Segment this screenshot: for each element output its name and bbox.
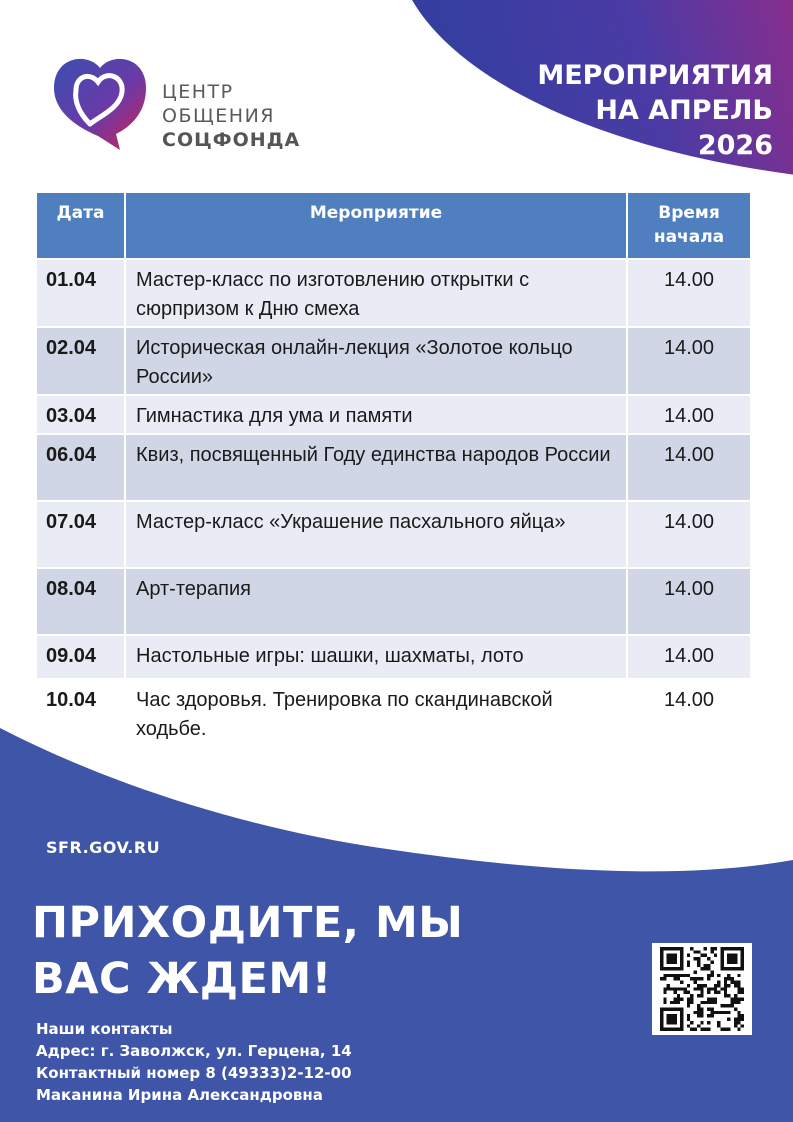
row-event: Историческая онлайн-лекция «Золотое кольцо России» — [125, 327, 627, 395]
header-date: Дата — [37, 193, 125, 259]
row-date: 10.04 — [37, 679, 125, 745]
table-row — [37, 259, 750, 327]
row-date: 07.04 — [37, 501, 125, 568]
row-event: Настольные игры: шашки, шахматы, лото — [125, 635, 627, 679]
call-to-action — [32, 895, 463, 1007]
logo-wordmark — [162, 80, 300, 152]
contacts-person: Маканина Ирина Александровна — [36, 1086, 323, 1104]
table-row — [37, 501, 750, 568]
row-date: 08.04 — [37, 568, 125, 635]
row-time: 14.00 — [627, 395, 750, 434]
table-row — [37, 679, 750, 745]
table-row — [37, 327, 750, 395]
table-row — [37, 395, 750, 434]
header-event: Мероприятие — [125, 193, 627, 259]
row-event: Час здоровья. Тренировка по скандинавской ходьбе. — [125, 679, 627, 745]
row-date: 02.04 — [37, 327, 125, 395]
table-header-row — [37, 193, 750, 259]
cta-line-2: ВАС ЖДЕМ! — [32, 954, 332, 1004]
row-date: 09.04 — [37, 635, 125, 679]
contacts-title: Наши контакты — [36, 1020, 173, 1038]
table-row — [37, 635, 750, 679]
title-line-3: 2026 — [697, 130, 773, 161]
row-time: 14.00 — [627, 635, 750, 679]
row-event: Арт-терапия — [125, 568, 627, 635]
row-time: 14.00 — [627, 327, 750, 395]
title-line-2: НА АПРЕЛЬ — [595, 95, 773, 126]
header-time: Время начала — [627, 193, 750, 259]
contacts-block — [36, 1018, 352, 1106]
table-row — [37, 568, 750, 635]
website-link[interactable]: SFR.GOV.RU — [46, 838, 161, 857]
logo-line-1: ЦЕНТР — [162, 81, 234, 103]
row-event: Квиз, посвященный Году единства народов России — [125, 434, 627, 501]
row-time: 14.00 — [627, 259, 750, 327]
row-time: 14.00 — [627, 679, 750, 745]
row-time: 14.00 — [627, 501, 750, 568]
page-title — [453, 58, 773, 163]
qr-code-icon — [652, 943, 752, 1035]
row-date: 03.04 — [37, 395, 125, 434]
contacts-phone: Контактный номер 8 (49333)2-12-00 — [36, 1064, 352, 1082]
logo-line-3: СОЦФОНДА — [162, 129, 301, 151]
row-date: 06.04 — [37, 434, 125, 501]
title-line-1: МЕРОПРИЯТИЯ — [537, 60, 773, 91]
heart-logo-icon — [50, 50, 150, 150]
logo-line-2: ОБЩЕНИЯ — [162, 105, 275, 127]
contacts-address: Адрес: г. Заволжск, ул. Герцена, 14 — [36, 1042, 352, 1060]
row-event: Гимнастика для ума и памяти — [125, 395, 627, 434]
row-event: Мастер-класс по изготовлению открытки с сюрпризом к Дню смеха — [125, 259, 627, 327]
row-time: 14.00 — [627, 434, 750, 501]
table-row — [37, 434, 750, 501]
row-event: Мастер-класс «Украшение пасхального яйца» — [125, 501, 627, 568]
cta-line-1: ПРИХОДИТЕ, МЫ — [32, 898, 464, 948]
row-time: 14.00 — [627, 568, 750, 635]
row-date: 01.04 — [37, 259, 125, 327]
events-table — [37, 193, 750, 745]
